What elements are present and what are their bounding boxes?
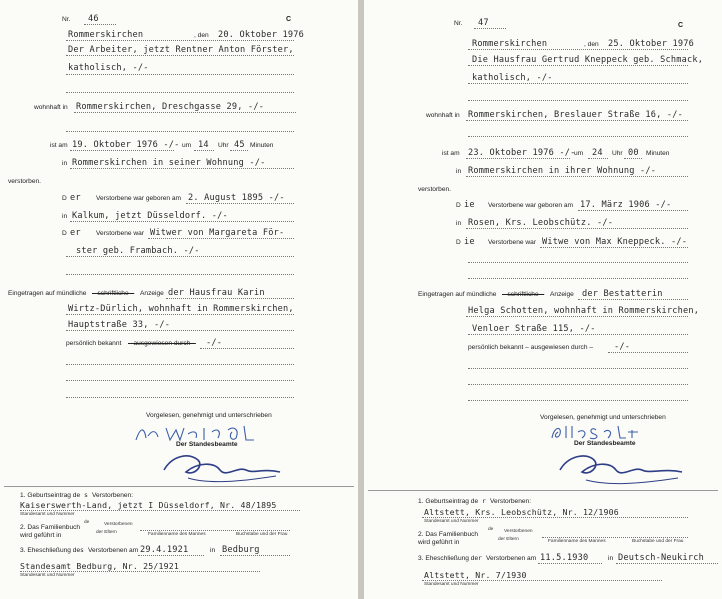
- uhr-label: Uhr: [612, 150, 623, 157]
- informant-line-3: Venloer Straße 115, -/-: [472, 324, 596, 334]
- form-code: C: [286, 16, 292, 23]
- deceased-name-line-1: Die Hausfrau Gertrud Kneppeck geb. Schmack,: [472, 55, 704, 65]
- registration-date: 25. Oktober 1976: [608, 39, 694, 49]
- registration-anzeige-label: Anzeige: [550, 291, 574, 298]
- marriage-suffix: r: [478, 554, 483, 562]
- family-book-eltern: der Eltern: [498, 537, 519, 542]
- family-book-label-2: wird geführt in: [418, 539, 460, 546]
- marriage-suffix: s: [80, 546, 85, 554]
- family-book-de: de: [84, 520, 90, 525]
- registration-type-struck: – schriftliche –: [92, 290, 135, 297]
- birth-entry-sublabel: Standesamt und Nummer: [20, 512, 75, 517]
- marital-status-value-1: Witwer von Margareta För-: [150, 228, 285, 238]
- time-um-label: um: [182, 142, 192, 149]
- read-approved-signed: Vorgelesen, genehmigt und unterschrieben: [540, 414, 666, 421]
- registrar-label: Der Standesbeamte: [176, 441, 238, 448]
- birth-date-value: 17. März 1906 -/-: [580, 200, 672, 210]
- identification-label: persönlich bekannt: [66, 340, 122, 347]
- date-separator: , den: [584, 41, 599, 48]
- birth-entry-verstorbenen: Verstorbenen:: [490, 498, 532, 505]
- uhr-label: Uhr: [218, 142, 229, 149]
- death-record-left-page: [0, 0, 358, 599]
- family-book-verstorbenen: Verstorbenen: [104, 522, 133, 527]
- gender-suffix: ie: [464, 200, 475, 210]
- minutes-label: Minuten: [646, 150, 670, 157]
- gender-prefix: D: [456, 202, 461, 209]
- birth-entry-verstorbenen: Verstorbenen:: [92, 492, 134, 499]
- birth-date-label: Verstorbene war geboren am: [96, 195, 182, 202]
- deceased-name-line-2: katholisch, -/-: [472, 73, 553, 83]
- marriage-registry-value: Altstett, Nr. 7/1930: [424, 570, 527, 580]
- identification-struck: – ausgewiesen durch –: [128, 340, 196, 347]
- death-place-label: in: [456, 168, 462, 175]
- deceased-status: verstorben.: [418, 186, 451, 193]
- family-book-verstorbenen: Verstorbenen: [504, 529, 533, 534]
- place-of-registration: Rommerskirchen: [472, 39, 548, 49]
- place-of-registration: Rommerskirchen: [68, 30, 144, 40]
- marriage-place: Bedburg: [222, 545, 260, 555]
- birth-date-value: 2. August 1895 -/-: [188, 193, 285, 203]
- registration-type-label: Eingetragen auf mündliche: [8, 290, 87, 297]
- gender-prefix-2: D: [456, 239, 461, 246]
- registrar-signature: [554, 446, 694, 490]
- record-number: 46: [88, 14, 99, 24]
- birth-entry-label: 1. Geburtseintrag de: [418, 498, 479, 505]
- marriage-registry-sublabel: Standesamt und Nummer: [20, 573, 75, 578]
- date-separator: , den: [194, 32, 209, 39]
- marriage-am-label: Verstorbenen am: [486, 555, 537, 562]
- birth-entry-sublabel: Standesamt und Nummer: [424, 519, 479, 524]
- residence-label: wohnhaft in: [426, 112, 460, 119]
- identification-value: -/-: [206, 338, 223, 348]
- death-hour: 14: [198, 140, 209, 150]
- gender-prefix-2: D: [62, 230, 67, 237]
- death-minutes: 00: [628, 148, 639, 158]
- residence-value: Rommerskirchen, Breslauer Straße 16, -/-: [468, 110, 683, 120]
- birth-entry-label: 1. Geburtseintrag de: [20, 492, 81, 499]
- marital-status-value-1: Witwe von Max Kneppeck. -/-: [542, 237, 688, 247]
- birth-entry-value: Altstett, Krs. Leobschütz, Nr. 12/1906: [424, 507, 619, 517]
- marriage-date: 29.4.1921: [140, 545, 189, 555]
- death-date-value: 19. Oktober 1976 -/-: [72, 140, 180, 150]
- family-book-label: 2. Das Familienbuch: [418, 531, 479, 538]
- informant-line-1: der Hausfrau Karin: [168, 288, 265, 298]
- family-book-family-name: Familienname des Mannes: [548, 539, 606, 544]
- registration-anzeige-label: Anzeige: [140, 290, 164, 297]
- registration-type-label: Eingetragen auf mündliche: [418, 291, 497, 298]
- gender-prefix: D: [62, 195, 67, 202]
- death-date-value: 23. Oktober 1976 -/-: [468, 148, 576, 158]
- gender-suffix: er: [70, 193, 81, 203]
- registrar-label: Der Standesbeamte: [574, 440, 636, 447]
- birth-date-label: Verstorbene war geboren am: [488, 202, 574, 209]
- family-book-eltern: der Eltern: [96, 530, 117, 535]
- death-record-right-page: [364, 0, 722, 599]
- birth-entry-suffix: r: [482, 497, 487, 505]
- identification-value: -/-: [614, 342, 631, 352]
- marriage-registry-sublabel: Standesamt und Nummer: [424, 582, 479, 587]
- family-book-letter: Buchstabe und der Frau: [632, 539, 684, 544]
- marriage-registry-value: Standesamt Bedburg, Nr. 25/1921: [20, 561, 180, 571]
- registration-type-struck: – schriftliche –: [502, 291, 545, 298]
- time-um-label: um: [574, 150, 584, 157]
- marriage-am-label: Verstorbenen am: [88, 547, 139, 554]
- informant-line-3: Hauptstraße 33, -/-: [68, 320, 171, 330]
- birth-entry-suffix: s: [84, 491, 89, 499]
- marriage-in-label: in: [210, 547, 216, 554]
- birth-place-value: Kalkum, jetzt Düsseldorf. -/-: [72, 211, 228, 221]
- residence-value: Rommerskirchen, Dreschgasse 29, -/-: [76, 102, 265, 112]
- family-book-de: de: [488, 527, 494, 532]
- record-number-label: Nr.: [454, 20, 463, 27]
- deceased-status: verstorben.: [8, 178, 41, 185]
- marriage-in-label: in: [608, 555, 614, 562]
- death-place-value: Rommerskirchen in seiner Wohnung -/-: [72, 158, 266, 168]
- record-number: 47: [478, 18, 489, 28]
- family-book-family-name: Familienname des Mannes: [148, 532, 206, 537]
- gender-suffix-2: ie: [464, 237, 475, 247]
- read-approved-signed: Vorgelesen, genehmigt und unterschrieben: [146, 412, 272, 419]
- death-minutes: 45: [234, 140, 245, 150]
- minutes-label: Minuten: [250, 142, 274, 149]
- birth-place-label: in: [456, 220, 462, 227]
- informant-line-2: Helga Schotten, wohnhaft in Rommerskirchen,: [468, 306, 700, 316]
- death-place-label: in: [62, 160, 68, 167]
- death-place-value: Rommerskirchen in ihrer Wohnung -/-: [468, 166, 657, 176]
- gender-suffix-2: er: [70, 228, 81, 238]
- form-code: C: [678, 22, 684, 29]
- identification-label: persönlich bekannt – ausgewiesen durch –: [468, 344, 593, 351]
- marital-status-label: Verstorbene war: [96, 230, 145, 237]
- registration-date: 20. Oktober 1976: [218, 30, 304, 40]
- marital-status-label: Verstorbene war: [488, 239, 537, 246]
- death-date-label: ist am: [442, 150, 460, 157]
- record-number-label: Nr.: [62, 16, 71, 23]
- residence-label: wohnhaft in: [34, 104, 68, 111]
- family-book-label: 2. Das Familienbuch: [20, 524, 81, 531]
- deceased-name-line-1: Der Arbeiter, jetzt Rentner Anton Förster,: [68, 45, 294, 55]
- informant-line-1: der Bestatterin: [582, 289, 663, 299]
- registrar-signature: [158, 448, 288, 484]
- birth-place-value: Rosen, Krs. Leobschütz. -/-: [468, 218, 614, 228]
- marriage-place: Deutsch-Neukirch: [618, 553, 704, 563]
- birth-place-label: in: [62, 213, 68, 220]
- marriage-date: 11.5.1930: [540, 553, 589, 563]
- marriage-label: 3. Eheschließung de: [418, 555, 479, 562]
- death-hour: 24: [592, 148, 603, 158]
- death-date-label: ist am: [50, 142, 68, 149]
- marital-status-value-2: ster geb. Frambach. -/-: [76, 246, 200, 256]
- family-book-label-2: wird geführt in: [20, 532, 62, 539]
- marriage-label: 3. Eheschließung de: [20, 547, 81, 554]
- birth-entry-value: Kaiserswerth-Land, jetzt I Düsseldorf, Nr. 48/1895: [20, 500, 277, 510]
- informant-line-2: Wirtz-Dürlich, wohnhaft in Rommerskirchen,: [68, 304, 294, 314]
- deceased-name-line-2: katholisch, -/-: [68, 63, 149, 73]
- family-book-letter: Buchstabe und der Frau: [236, 532, 288, 537]
